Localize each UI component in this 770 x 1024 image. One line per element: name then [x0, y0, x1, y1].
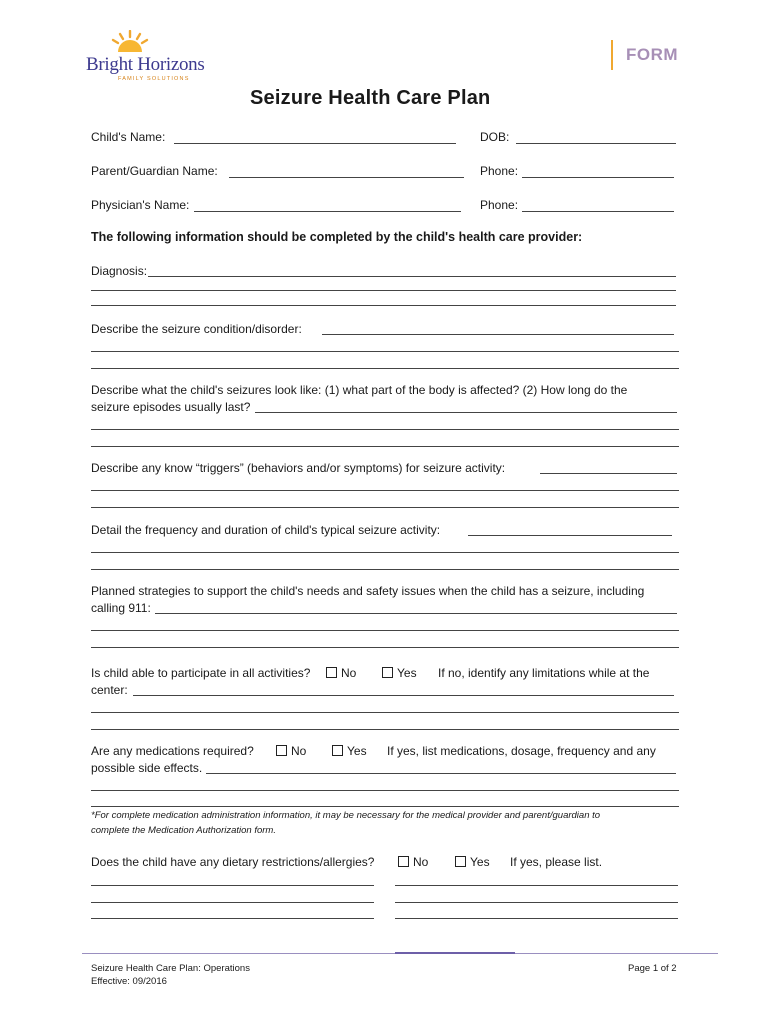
- participate-label-2: center:: [91, 683, 128, 697]
- participate-yes-checkbox[interactable]: [382, 667, 393, 678]
- meds-yes-option[interactable]: [332, 744, 367, 758]
- diet-no-label: No: [413, 855, 429, 869]
- meds-line-2[interactable]: [91, 790, 679, 791]
- diet-yes-label: Yes: [470, 855, 490, 869]
- participate-line-3[interactable]: [91, 729, 679, 730]
- meds-yes-label: Yes: [347, 744, 367, 758]
- diet-line-left-2[interactable]: [91, 902, 374, 903]
- look-like-line-3[interactable]: [91, 446, 679, 447]
- footer-effective: Effective: 09/2016: [91, 976, 167, 987]
- look-like-line-1[interactable]: [255, 412, 677, 413]
- frequency-label: Detail the frequency and duration of child's typical seizure activity:: [91, 523, 441, 537]
- participate-yes-option[interactable]: [382, 666, 417, 680]
- diagnosis-line-1[interactable]: [148, 276, 676, 277]
- provider-instruction: The following information should be completed by the child's health care provider:: [91, 230, 583, 244]
- meds-line-3[interactable]: [91, 806, 679, 807]
- participate-question: Is child able to participate in all activities?: [91, 666, 311, 680]
- medication-note-2: complete the Medication Authorization form.: [91, 825, 276, 836]
- phone-label-2: Phone:: [480, 198, 519, 212]
- strategies-label-2: calling 911:: [91, 601, 151, 615]
- participate-if-text: If no, identify any limitations while at the: [438, 666, 650, 680]
- dob-label: DOB:: [480, 130, 510, 144]
- parent-name-label: Parent/Guardian Name:: [91, 164, 218, 178]
- footer-page-number: Page 1 of 2: [628, 963, 677, 974]
- condition-line-2[interactable]: [91, 351, 679, 352]
- diet-no-option[interactable]: [398, 855, 428, 869]
- look-like-line-2[interactable]: [91, 429, 679, 430]
- footer-divider-accent: [395, 952, 515, 954]
- frequency-line-3[interactable]: [91, 569, 679, 570]
- form-tag: FORM: [626, 45, 679, 64]
- participate-no-checkbox[interactable]: [326, 667, 337, 678]
- diet-line-left-3[interactable]: [91, 918, 374, 919]
- physician-name-label: Physician's Name:: [91, 198, 190, 212]
- diet-if-text: If yes, please list.: [510, 855, 603, 869]
- participate-yes-label: Yes: [397, 666, 417, 680]
- condition-line-3[interactable]: [91, 368, 679, 369]
- physician-name-field[interactable]: [194, 211, 461, 212]
- phone-field-2[interactable]: [522, 211, 674, 212]
- phone-field-1[interactable]: [522, 177, 674, 178]
- frequency-line-2[interactable]: [91, 552, 679, 553]
- page-title: Seizure Health Care Plan: [250, 87, 491, 109]
- diagnosis-label: Diagnosis:: [91, 264, 148, 278]
- frequency-line-1[interactable]: [468, 535, 672, 536]
- diet-yes-checkbox[interactable]: [455, 856, 466, 867]
- meds-question: Are any medications required?: [91, 744, 254, 758]
- strategies-line-2[interactable]: [91, 630, 679, 631]
- diagnosis-line-2[interactable]: [91, 290, 676, 291]
- triggers-line-1[interactable]: [540, 473, 677, 474]
- participate-line-1[interactable]: [133, 695, 674, 696]
- sunrise-icon: [110, 30, 150, 54]
- meds-no-label: No: [291, 744, 307, 758]
- triggers-line-2[interactable]: [91, 490, 679, 491]
- condition-label: Describe the seizure condition/disorder:: [91, 322, 302, 336]
- medication-note: *For complete medication administration information, it may be necessary for the medical provider and parent/guardian to: [91, 810, 601, 821]
- meds-label-2: possible side effects.: [91, 761, 203, 775]
- logo-tagline: FAMILY SOLUTIONS: [118, 76, 190, 82]
- triggers-label: Describe any know “triggers” (behaviors and/or symptoms) for seizure activity:: [91, 461, 506, 475]
- meds-no-option[interactable]: [276, 744, 306, 758]
- meds-if-text: If yes, list medications, dosage, frequency and any: [387, 744, 656, 758]
- dob-field[interactable]: [516, 143, 676, 144]
- parent-name-field[interactable]: [229, 177, 464, 178]
- meds-no-checkbox[interactable]: [276, 745, 287, 756]
- child-name-label: Child's Name:: [91, 130, 166, 144]
- form-tag-divider: [611, 40, 613, 70]
- participate-line-2[interactable]: [91, 712, 679, 713]
- logo-brand-text: Bright Horizons: [86, 54, 205, 75]
- strategies-line-1[interactable]: [155, 613, 677, 614]
- diet-line-left-1[interactable]: [91, 885, 374, 886]
- diet-line-right-1[interactable]: [395, 885, 678, 886]
- meds-line-1[interactable]: [206, 773, 676, 774]
- condition-line-1[interactable]: [322, 334, 674, 335]
- diet-question: Does the child have any dietary restrictions/allergies?: [91, 855, 375, 869]
- participate-no-option[interactable]: [326, 666, 356, 680]
- footer-doc-name: Seizure Health Care Plan: Operations: [91, 963, 250, 974]
- triggers-line-3[interactable]: [91, 507, 679, 508]
- look-like-label-2: seizure episodes usually last?: [91, 400, 251, 414]
- strategies-label: Planned strategies to support the child's needs and safety issues when the child has a seizure, including: [91, 584, 645, 598]
- diet-yes-option[interactable]: [455, 855, 490, 869]
- meds-yes-checkbox[interactable]: [332, 745, 343, 756]
- diet-no-checkbox[interactable]: [398, 856, 409, 867]
- look-like-label: Describe what the child's seizures look like: (1) what part of the body is affected? (2) How long do the: [91, 383, 628, 397]
- diet-line-right-2[interactable]: [395, 902, 678, 903]
- phone-label-1: Phone:: [480, 164, 519, 178]
- brand-logo: [86, 30, 211, 86]
- participate-no-label: No: [341, 666, 357, 680]
- diagnosis-line-3[interactable]: [91, 305, 676, 306]
- diet-line-right-3[interactable]: [395, 918, 678, 919]
- strategies-line-3[interactable]: [91, 647, 679, 648]
- child-name-field[interactable]: [174, 143, 456, 144]
